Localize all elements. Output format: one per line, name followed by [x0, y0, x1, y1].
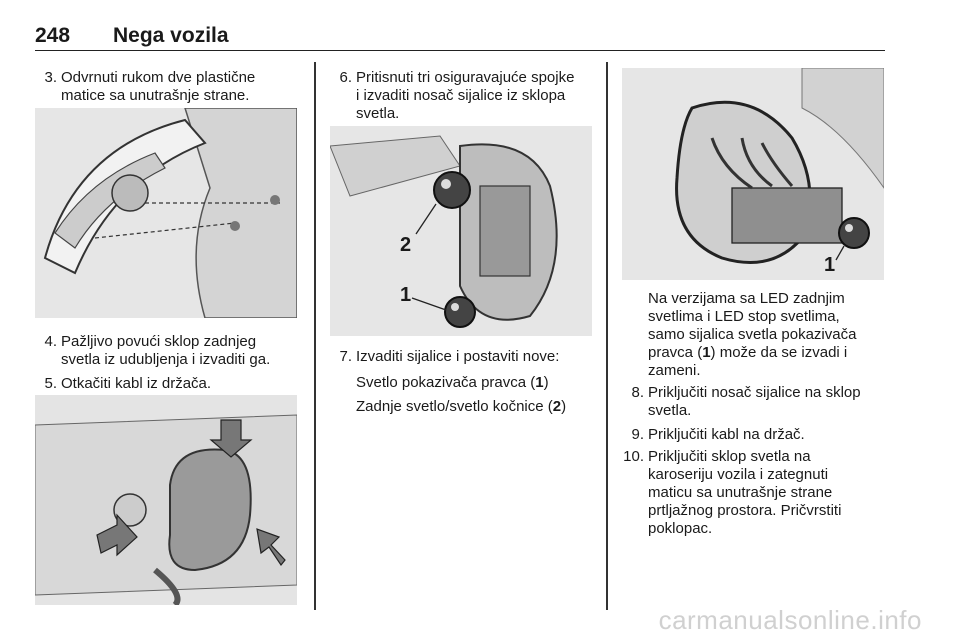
step-10: 10. Priključiti sklop svetla na karoseriju vozila i zategnuti maticu sa unutrašnje strane prtljažnog prostora. Pričvrstiti poklopac.	[623, 448, 842, 537]
callout-2: 2	[400, 234, 412, 256]
figure-bulb-holder	[330, 126, 592, 336]
column-divider-2	[606, 62, 608, 610]
step-6: 6. Pritisnuti tri osiguravajuće spojke i izvaditi nosač sijalice iz sklopa svetla.	[339, 69, 575, 122]
led-note: Na verzijama sa LED zadnjim svetlima i LED stop svetlima, samo sijalica svetla pokazivača pravca (1) može da se izvadi i zameni.	[648, 290, 857, 379]
column-divider-1	[314, 62, 316, 610]
step-8: 8. Priključiti nosač sijalice na sklop svetla.	[631, 384, 861, 419]
watermark: carmanualsonline.info	[658, 605, 922, 635]
step-4: 4. Pažljivo povući sklop zadnjeg svetla iz udubljenja i izvaditi ga.	[44, 333, 271, 368]
figure-cable-holder	[35, 395, 297, 605]
callout-1: 1	[824, 254, 836, 276]
section-title: Nega vozila	[113, 24, 229, 47]
step-5: 5. Otkačiti kabl iz držača.	[44, 375, 212, 392]
step-7: 7. Izvaditi sijalice i postaviti nove:	[339, 348, 560, 365]
page-header	[35, 22, 885, 51]
figure-led-bulb-holder	[622, 68, 884, 280]
step-3: 3. Odvrnuti rukom dve plastične matice sa unutrašnje strane.	[44, 69, 256, 104]
figure-taillight-nuts	[35, 108, 297, 318]
page-number: 248	[35, 24, 71, 47]
callout-1: 1	[400, 284, 412, 306]
step-7-item-1: Svetlo pokazivača pravca (1)	[356, 374, 549, 391]
step-7-item-2: Zadnje svetlo/svetlo kočnice (2)	[356, 398, 567, 415]
step-9: 9. Priključiti kabl na držač.	[631, 426, 805, 443]
